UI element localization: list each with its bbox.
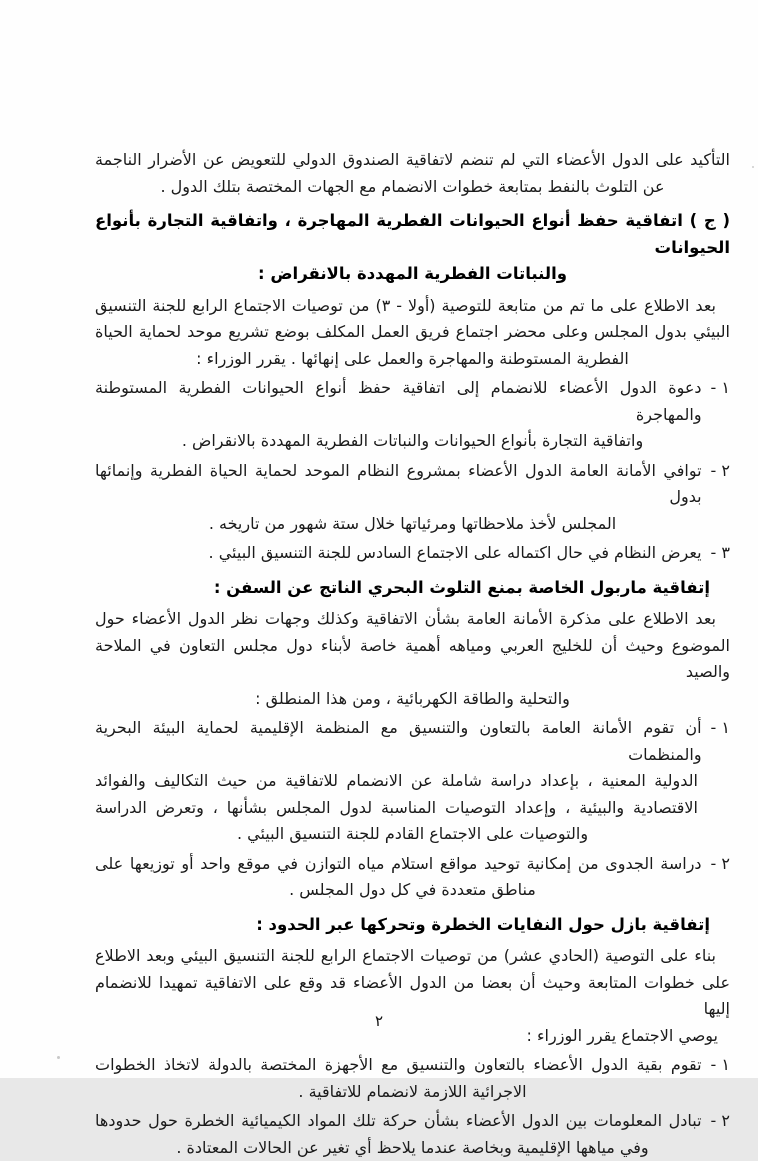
list-item-first-line [95, 458, 730, 511]
list-item [95, 458, 730, 538]
text-line: المجلس لأخذ ملاحظاتها ومرئياتها خلال ستة شهور من تاريخه . [95, 511, 730, 538]
list-item-first-line [95, 1052, 730, 1079]
list-number: ٢ - [711, 1108, 730, 1135]
text-line: عن التلوث بالنفط بمتابعة خطوات الانضمام مع الجهات المختصة بتلك الدول . [95, 174, 730, 201]
list-number: ١ - [711, 715, 730, 768]
list-text: توافي الأمانة العامة الدول الأعضاء بمشروع النظام الموحد لحماية الحياة الفطرية وإنمائها بدول [95, 458, 702, 511]
text-line: الاجرائية اللازمة لانضمام للاتفاقية . [95, 1079, 730, 1106]
scan-artifact [57, 1056, 60, 1059]
list-text: تبادل المعلومات بين الدول الأعضاء بشأن حركة تلك المواد الكيميائية الخطرة حول حدودها [95, 1108, 702, 1135]
heading-basel-section [95, 912, 730, 939]
list-item [95, 1052, 730, 1105]
text-line: والتوصيات على الاجتماع القادم للجنة التنسيق البيئي . [95, 821, 730, 848]
list-number: ٢ - [711, 851, 730, 878]
heading-marpol-section [95, 575, 730, 602]
list-number: ٣ - [711, 540, 730, 567]
page-number: ٢ [0, 1012, 758, 1030]
paragraph-fund-convention [95, 147, 730, 200]
list-item [95, 851, 730, 904]
list-text: يعرض النظام في حال اكتماله على الاجتماع السادس للجنة التنسيق البيئي . [95, 540, 702, 567]
list-item-first-line [95, 540, 730, 567]
text-line: بعد الاطلاع على مذكرة الأمانة العامة بشأن الاتفاقية وكذلك وجهات نظر الدول الأعضاء حول [95, 606, 730, 633]
list-text: دعوة الدول الأعضاء للانضمام إلى اتفاقية حفظ أنواع الحيوانات الفطرية المستوطنة والمهاجرة [95, 375, 702, 428]
list-number: ١ - [711, 1052, 730, 1079]
paragraph-marpol-preamble [95, 606, 730, 712]
text-line: الاقتصادية والبيئية ، وإعداد التوصيات المناسبة لدول المجلس بشأنها ، وتعرض الدراسة [95, 795, 730, 822]
paragraph-basel-preamble [95, 943, 730, 1049]
text-line: الموضوع وحيث أن للخليج العربي ومياهه أهمية خاصة لأبناء دول مجلس التعاون في الملاحة والصيد [95, 633, 730, 686]
text-line: بعد الاطلاع على ما تم من متابعة للتوصية (أولا - ٣) من توصيات الاجتماع الرابع للجنة التنسيق [95, 293, 730, 320]
paragraph-cites-preamble [95, 293, 730, 373]
text-line: الفطرية المستوطنة والمهاجرة والعمل على إنهائها . يقرر الوزراء : [95, 346, 730, 373]
text-line: التأكيد على الدول الأعضاء التي لم تنضم لاتفاقية الصندوق الدولي للتعويض عن الأضرار الناجمة [95, 147, 730, 174]
heading-cites-section [95, 208, 730, 288]
text-line: بناء على التوصية (الحادي عشر) من توصيات الاجتماع الرابع للجنة التنسيق البيئي وبعد الاطلاع [95, 943, 730, 970]
text-line: واتفاقية التجارة بأنواع الحيوانات والنباتات الفطرية المهددة بالانقراض . [95, 428, 730, 455]
list-item [95, 1108, 730, 1161]
list-number: ١ - [711, 375, 730, 428]
list-number: ٢ - [711, 458, 730, 511]
text-line: وفي مياهها الإقليمية وبخاصة عندما يلاحظ أي تغير عن الحالات المعتادة . [95, 1135, 730, 1161]
list-item-first-line [95, 715, 730, 768]
text-line: يوصي الاجتماع يقرر الوزراء : [95, 1023, 730, 1050]
list-item [95, 540, 730, 567]
scan-artifact [752, 166, 754, 168]
list-item-first-line [95, 1108, 730, 1135]
list-item [95, 715, 730, 848]
text-line: البيئي بدول المجلس وعلى محضر اجتماع فريق العمل المكلف بوضع تشريع موحد لحماية الحياة [95, 319, 730, 346]
list-text: دراسة الجدوى من إمكانية توحيد مواقع استلام مياه التوازن في موقع واحد أو توزيعها على [95, 851, 702, 878]
list-item-first-line [95, 375, 730, 428]
list-text: تقوم بقية الدول الأعضاء بالتعاون والتنسيق مع الأجهزة المختصة بالدولة لاتخاذ الخطوات [95, 1052, 702, 1079]
heading-line: والنباتات الفطرية المهددة بالانقراض : [95, 261, 730, 288]
document-text-block [95, 147, 730, 1161]
list-text: أن تقوم الأمانة العامة بالتعاون والتنسيق مع المنظمة الإقليمية لحماية البيئة البحرية والمنظمات [95, 715, 702, 768]
list-item-first-line [95, 851, 730, 878]
text-line: على خطوات المتابعة وحيث أن بعضا من الدول الأعضاء قد وقع على الاتفاقية تمهيدا للانضمام إليها [95, 970, 730, 1023]
heading-line: إتفاقية بازل حول النفايات الخطرة وتحركها عبر الحدود : [95, 912, 730, 939]
text-line: مناطق متعددة في كل دول المجلس . [95, 877, 730, 904]
heading-line: ( ج ) اتفاقية حفظ أنواع الحيوانات الفطرية المهاجرة ، واتفاقية التجارة بأنواع الحيوانات [95, 208, 730, 261]
text-line: والتحلية والطاقة الكهربائية ، ومن هذا المنطلق : [95, 686, 730, 713]
text-line: الدولية المعنية ، بإعداد دراسة شاملة عن الانضمام للاتفاقية من حيث التكاليف والفوائد [95, 768, 730, 795]
list-item [95, 375, 730, 455]
heading-line: إتفاقية ماربول الخاصة بمنع التلوث البحري الناتج عن السفن : [95, 575, 730, 602]
